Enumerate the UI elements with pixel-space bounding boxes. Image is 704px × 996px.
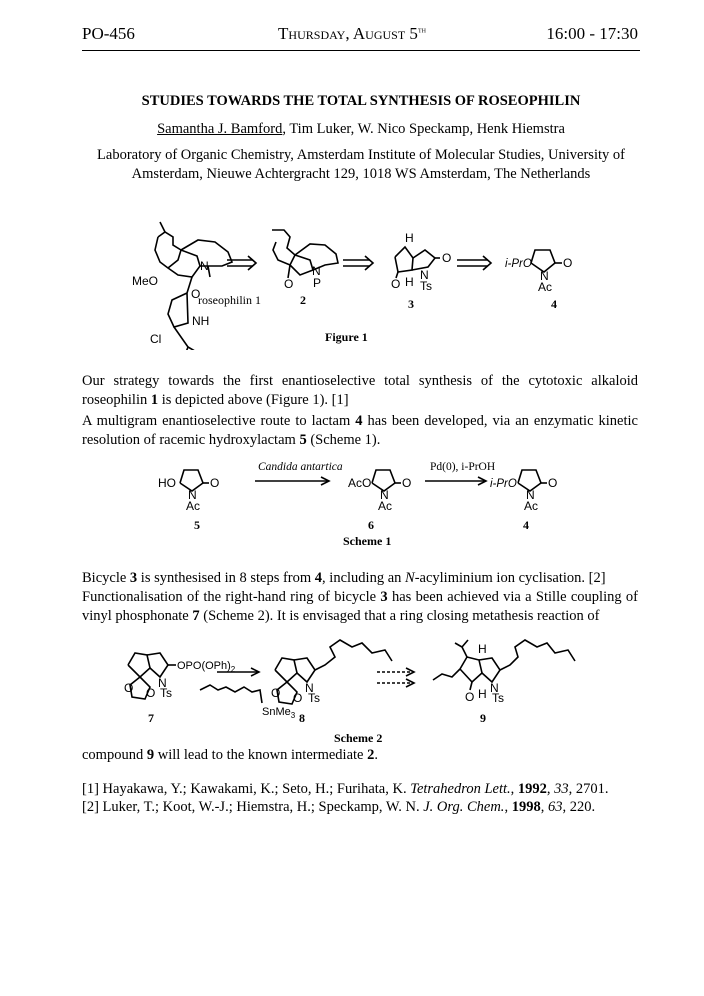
atom-o: O [271,686,281,700]
text-segment: Tetrahedron Lett. [410,781,511,797]
compound-2-structure [272,230,338,278]
authors [82,120,640,139]
atom-h: H [405,231,414,245]
atom-ac: Ac [378,499,393,513]
day-superscript: th [417,24,426,35]
text-segment: is depicted above (Figure 1). [1] [158,392,349,408]
compound-label-2: 2 [300,293,306,307]
text-segment: Functionalisation of the right-hand ring of bicycle [82,589,381,605]
atom-h: H [478,642,487,656]
atom-ac: Ac [524,499,539,513]
session-time: 16:00 - 17:30 [546,24,638,43]
atom-n: N [158,676,167,690]
scheme-2-caption: Scheme 2 [334,731,383,745]
roseophilin-structure [155,222,232,350]
atom-n: N [420,268,429,282]
atom-ho: HO [158,476,176,490]
text-segment: 1998 [511,799,541,815]
text-segment: 2 [230,665,236,674]
compound-label-4: 4 [523,518,529,532]
reagent-pd-iproh: Pd(0), i-PrOH [430,461,496,473]
text-segment: has been achieved via a Stille coupling of vinyl phosphonate [82,589,638,624]
text-segment: 4 [314,570,323,586]
compound-label-5: 5 [194,518,200,532]
compound-label-roseophilin: roseophilin 1 [198,293,261,307]
text-segment: 4 [355,413,363,429]
atom-ipro: i-PrO [490,478,517,490]
text-segment: , [510,781,518,797]
text-segment: is synthesised in 8 steps from [137,570,315,586]
atom-n: N [200,259,209,273]
text-segment: Our strategy towards the first enantioselective total synthesis of the cytotoxic alkaloid roseophilin [82,373,638,408]
stannane-chain [200,685,262,703]
atom-snme3 [262,706,296,720]
reagent-candida-antartica: Candida antartica [258,461,343,473]
text-segment: , including an [322,570,406,586]
scheme-2 [0,635,704,745]
text-segment: , [546,781,555,797]
text-segment: (Scheme 2). It is envisaged that a ring closing metathesis reaction of [199,608,600,624]
atom-o: O [284,277,294,291]
compound-label-4: 4 [551,297,557,311]
retrosynthesis-arrow [457,256,491,270]
atom-n: N [188,488,197,502]
reaction-arrow [255,477,329,485]
atom-n: N [305,681,314,695]
text-segment: , 2701. [568,781,609,797]
text-segment: 1992 [517,781,547,797]
atom-o: O [402,476,412,490]
atom-n: N [540,269,549,283]
text-segment: 1 [150,392,159,408]
atom-ts: Ts [420,279,432,293]
dashed-reaction-arrows [377,668,414,687]
text-segment: N [405,570,415,586]
atom-ts: Ts [492,691,504,705]
atom-o: O [146,686,156,700]
atom-o: O [391,277,401,291]
text-segment: 7 [192,608,200,624]
text-segment: 3 [380,589,388,605]
atom-o: O [548,476,558,490]
text-segment: J. Org. Chem. [423,799,505,815]
text-segment: 5 [299,432,307,448]
compound-label-7: 7 [148,711,154,725]
text-segment: [2] [82,799,103,815]
text-segment: will lead to the known intermediate [154,747,368,763]
atom-o: O [210,476,220,490]
atom-ts: Ts [308,691,320,705]
compound-3-structure [395,247,440,278]
atom-o: O [124,681,134,695]
text-segment: SnMe [262,706,291,718]
compound-label-9: 9 [480,711,486,725]
reference-1 [82,780,642,799]
text-segment: Bicycle [82,570,130,586]
text-segment: has been developed, via an enzymatic kinetic resolution of racemic hydroxylactam [82,413,638,448]
affiliation-line-1: Laboratory of Organic Chemistry, Amsterdam Institute of Molecular Studies, University of [97,147,625,163]
atom-h: H [478,687,487,701]
text-segment: Luker, T.; Koot, W.-J.; Hiemstra, H.; Speckamp, W. N. [102,799,424,815]
text-segment: 3 [129,570,138,586]
atom-aco: AcO [348,476,372,490]
atom-nh: NH [192,314,210,328]
paragraph-strategy [82,372,638,410]
reaction-arrow [425,477,486,485]
paragraph-bicycle [82,569,638,588]
text-segment: -acyliminium ion cyclisation. [2] [414,570,606,586]
atom-n: N [380,488,389,502]
paragraph-conclusion [82,746,638,765]
compound-label-8: 8 [299,711,305,725]
scheme-1-caption: Scheme 1 [343,534,392,548]
text-segment: 3 [290,711,296,720]
compound-9-structure [433,640,575,690]
retrosynthesis-arrow [343,256,373,270]
paragraph-functionalisation [82,588,638,626]
figure-1-caption: Figure 1 [325,330,368,344]
session-day-text: Thursday, August 5 [278,24,418,43]
text-segment: A multigram enantioselective route to lactam [82,413,356,429]
text-segment: 63 [547,799,563,815]
text-segment: 9 [146,747,155,763]
atom-n: N [312,264,321,278]
presenting-author: Samantha J. Bamford [157,121,283,137]
text-segment: 2 [367,747,375,763]
text-segment: , [540,799,548,815]
atom-o: O [465,690,475,704]
atom-n: N [526,488,535,502]
atom-meo: MeO [132,274,159,288]
compound-label-6: 6 [368,518,374,532]
paragraph-route [82,412,638,450]
atom-n: N [490,681,499,695]
compound-label-3: 3 [408,297,414,311]
atom-cl: Cl [150,332,162,346]
text-segment: . [374,747,378,763]
scheme-1 [0,455,704,550]
atom-h: H [405,275,414,289]
header-rule [82,50,640,51]
figure-1 [0,200,704,350]
atom-ts: Ts [160,686,172,700]
text-segment: 33 [554,781,569,797]
text-segment: OPO(OPh) [177,660,231,672]
co-authors: , Tim Luker, W. Nico Speckamp, Henk Hiemstra [282,121,565,137]
atom-o: O [293,691,303,705]
page-title: STUDIES TOWARDS THE TOTAL SYNTHESIS OF ROSEOPHILIN [141,93,581,109]
text-segment: [1] [82,781,103,797]
atom-ipro: i-PrO [505,258,532,270]
reference-2 [82,798,642,817]
text-segment: (Scheme 1). [306,432,381,448]
atom-p: P [313,276,322,290]
atom-ac: Ac [538,280,553,294]
atom-o: O [191,287,201,301]
atom-o: O [563,256,573,270]
text-segment: , 220. [562,799,596,815]
text-segment: , [504,799,512,815]
affiliation-line-2: Amsterdam, Nieuwe Achtergracht 129, 1018 WS Amsterdam, The Netherlands [131,166,591,182]
atom-o: O [442,251,452,265]
text-segment: Hayakawa, Y.; Kawakami, K.; Seto, H.; Furihata, K. [102,781,411,797]
text-segment: compound [82,747,147,763]
poster-code: PO-456 [82,24,135,43]
atom-ac: Ac [186,499,201,513]
